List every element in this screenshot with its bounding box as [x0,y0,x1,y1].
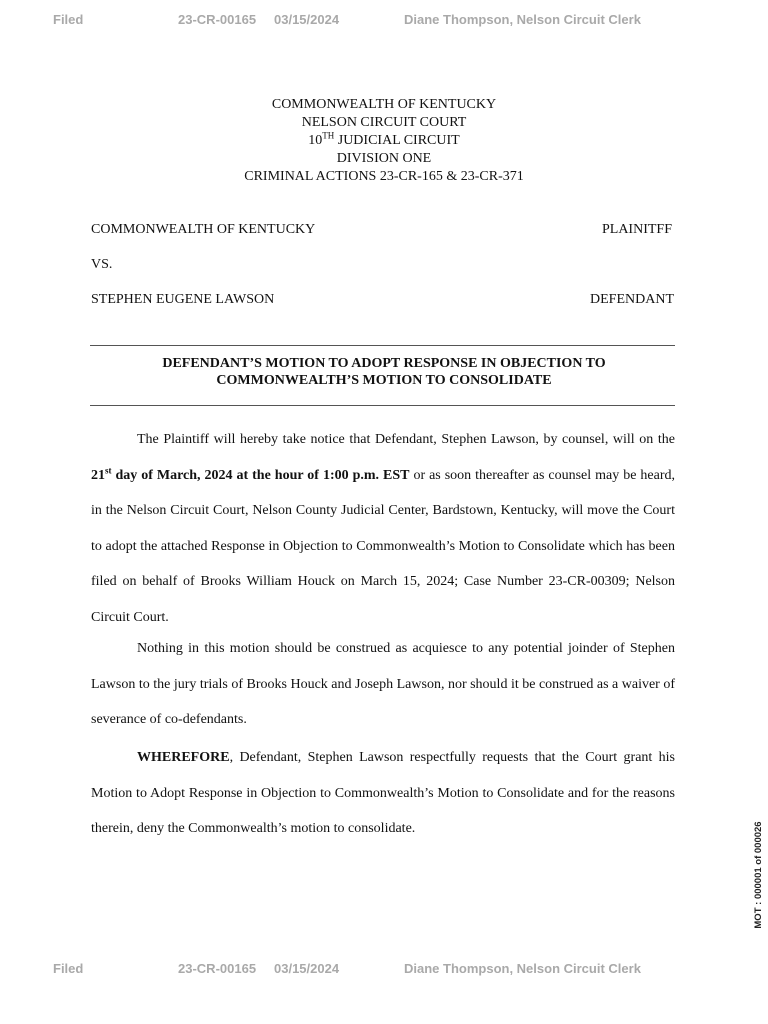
defendant-role: DEFENDANT [590,292,674,307]
caption-circuit: 10TH JUDICIAL CIRCUIT [308,130,460,148]
clerk-name: Diane Thompson, Nelson Circuit Clerk [404,961,641,976]
filed-date: 03/15/2024 [274,961,340,976]
title-rule-top [90,345,675,346]
wherefore-paragraph: WHEREFORE, Defendant, Stephen Lawson respectfully requests that the Court grant his Motion to Adopt Response in Objection to Commonwealth’s Motion to Consolidate and for the reasons therein, deny the Commonwealth’s motion to consolidate. [91,750,675,836]
caption-division: DIVISION ONE [336,151,432,166]
clerk-name: Diane Thompson, Nelson Circuit Clerk [404,12,641,27]
motion-title [0,355,768,389]
plaintiff-name: COMMONWEALTH OF KENTUCKY [91,222,316,237]
defendant-name: STEPHEN EUGENE LAWSON [91,292,275,307]
filed-label: Filed [53,12,84,27]
motion-title-line1: DEFENDANT’S MOTION TO ADOPT RESPONSE IN OBJECTION TO [162,356,606,371]
caption-court: NELSON CIRCUIT COURT [301,115,467,130]
title-rule-bottom [90,405,675,406]
motion-title-line2: COMMONWEALTH’S MOTION TO CONSOLIDATE [216,373,552,388]
filed-label: Filed [53,961,84,976]
notice-paragraph: The Plaintiff will hereby take notice that Defendant, Stephen Lawson, by counsel, will on the 21st day of March, 2024 at the hour of 1:00 p.m. EST or as soon thereafter as counsel may be heard, in the Nelson Circuit Court, Nelson County Judicial Center, Bardstown, Kentucky, will move the Court to adopt the attached Response in Objection to Commonwealth’s Motion to Consolidate which has been filed on behalf of Brooks William Houck on March 15, 2024; Case Number 23-CR-00309; Nelson Circuit Court. [91,432,675,625]
case-number: 23-CR-00165 [178,961,257,976]
versus-label: VS. [91,257,113,272]
plaintiff-role: PLAINITFF [601,222,672,237]
filed-date: 03/15/2024 [274,12,340,27]
caption-case-numbers: CRIMINAL ACTIONS 23-CR-165 & 23-CR-371 [244,169,524,184]
page-count-stamp: MOT : 000001 of 000026 [753,821,764,929]
case-number: 23-CR-00165 [178,12,257,27]
caption-state: COMMONWEALTH OF KENTUCKY [271,97,497,112]
filing-stamp-footer [0,961,768,981]
court-caption [0,96,768,186]
joinder-paragraph: Nothing in this motion should be construed as acquiesce to any potential joinder of Stephen Lawson to the jury trials of Brooks Houck and Joseph Lawson, nor should it be construed as a waiver of severance of co-defendants. [91,641,675,727]
filing-stamp-header [0,12,768,32]
